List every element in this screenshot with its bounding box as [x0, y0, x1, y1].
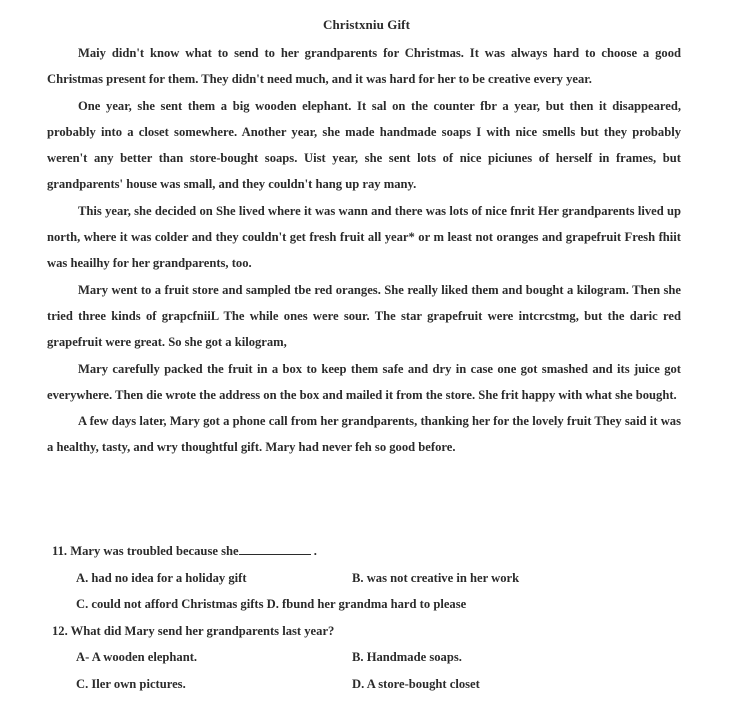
- question-11-stem-line: [52, 538, 692, 565]
- question-12-stem: 12. What did Mary send her grandparents last year?: [52, 623, 335, 638]
- question-11-option-cd: C. could not afford Christmas gifts D. fbund her grandma hard to please: [76, 597, 467, 612]
- question-11-end: .: [313, 544, 317, 558]
- question-section: [52, 538, 692, 698]
- question-12-option-a: A- A wooden elephant.: [76, 650, 198, 665]
- question-12-option-d: D. A store-bought closet: [352, 676, 480, 691]
- paragraph-3: This year, she decided on She lived where it was wann and there was lots of nice fnrit Her grandparents lived up north, where it was colder and they couldn't get fresh fruit all year* or m least not oranges and grapefruit Fresh fhiit was heailhy for her grandparents, too.: [47, 203, 681, 271]
- reading-passage: [47, 40, 681, 461]
- question-11-options-cd: [52, 591, 692, 618]
- question-12-options-ab: [52, 644, 692, 671]
- question-12-option-c: C. Iler own pictures.: [76, 676, 186, 691]
- paragraph-2: One year, she sent them a big wooden elephant. It sal on the counter fbr a year, but then it disappeared, probably into a closet somewhere. Another year, she made handmade soaps I with nice smells but they probably weren't any better than store-bought soaps. Uist year, she sent lots of nice piciunes of herself in frames, but grandparents' house was small, and they couldn't hang up ray many.: [47, 98, 681, 192]
- question-11-stem: [52, 538, 317, 565]
- question-11-option-b: B. was not creative in her work: [352, 570, 520, 585]
- paragraph-1: Maiy didn't know what to send to her grandparents for Christmas. It was always hard to choose a good Christmas present for them. They didn't need much, and it was hard for her to be creative every year.: [47, 46, 681, 87]
- question-12-options-cd: [52, 671, 692, 698]
- question-12-option-b: B. Handmade soaps.: [352, 650, 462, 665]
- answer-blank: [239, 540, 311, 555]
- question-12-stem-line: [52, 618, 692, 645]
- paragraph-5: Mary carefully packed the fruit in a box to keep them safe and dry in case one got smashed and its juice got everywhere. Then die wrote the address on the box and mailed it from the store. She frit happy with what she bought.: [47, 361, 681, 402]
- question-11-option-a: A. had no idea for a holiday gift: [76, 570, 247, 585]
- question-11-options-ab: [52, 565, 692, 592]
- paragraph-4: Mary went to a fruit store and sampled tbe red oranges. She really liked them and bought a kilogram. Then she tried three kinds of grapcfniiL The while ones were sour. The star grapefruit were intcrcstmg, but the daric red grapefruit were great. So she got a kilogram,: [47, 282, 681, 350]
- document-title: Christxniu Gift: [322, 17, 411, 32]
- paragraph-6: A few days later, Mary got a phone call from her grandparents, thanking her for the lovely fruit They said it was a healthy, tasty, and wry thoughtful gift. Mary had never feh so good before.: [47, 414, 681, 455]
- question-11-text: 11. Mary was troubled because she: [52, 544, 239, 558]
